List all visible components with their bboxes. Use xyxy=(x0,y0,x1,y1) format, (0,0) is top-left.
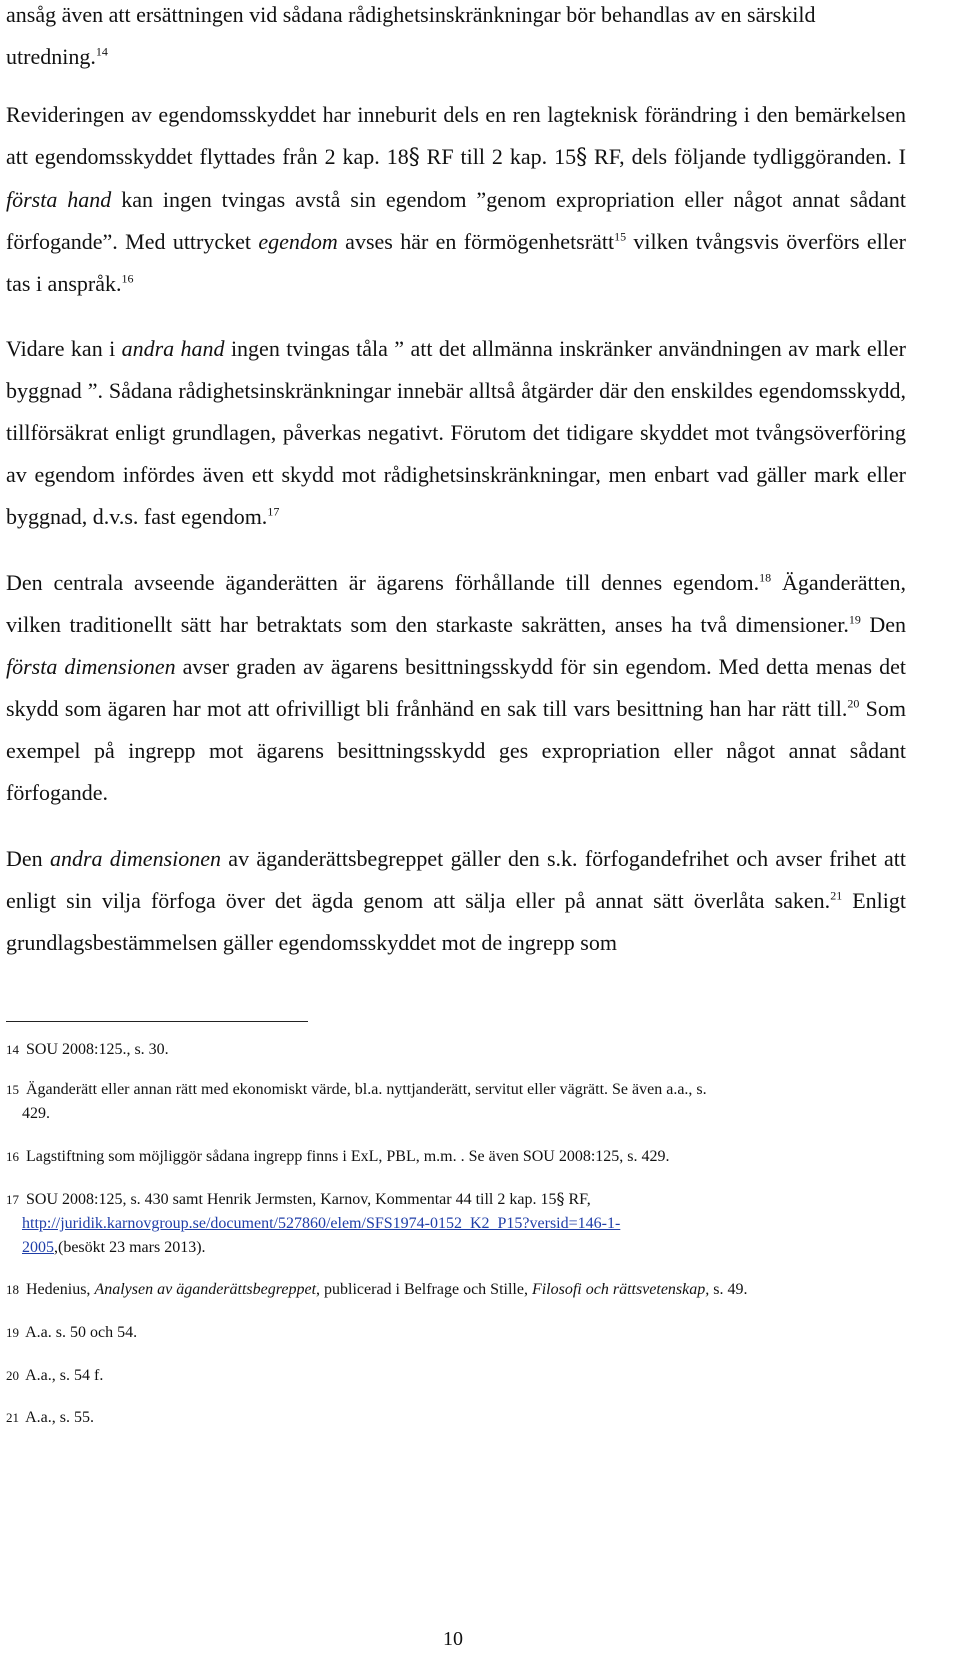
footnote-ref[interactable]: 18 xyxy=(759,570,772,585)
footnote-text: Lagstiftning som möjliggör sådana ingrepp finns i ExL, PBL, m.m. . Se även SOU 2008:125, s. 429. xyxy=(26,1148,670,1165)
emphasis: Analysen av äganderättsbegreppet xyxy=(94,1281,317,1298)
footnote-text: A.a., s. 54 f. xyxy=(25,1367,104,1384)
footnote-17 xyxy=(6,1187,906,1260)
footnote-text: SOU 2008:125., s. 30. xyxy=(26,1041,169,1058)
footnote-ref[interactable]: 15 xyxy=(614,229,627,244)
text: vilken tvångsvis överförs eller tas i anspråk. xyxy=(6,229,906,296)
footnote-text: Hedenius, xyxy=(26,1281,95,1298)
text: ingen tvingas tåla ” att det allmänna inskränker användningen av mark eller byggnad ”. Sådana rådighetsinskränkningar innebär alltså åtgärder där den enskildes egendomsskydd, tillförsäkrat enligt grundlagen, påverkas negativt. Förutom det tidigare skyddet mot tvångsöverföring av egendom infördes även ett skydd mot rådighetsinskränkningar, men enbart vad gäller mark eller byggnad, d.v.s. fast egendom. xyxy=(6,336,906,529)
section-sign: § xyxy=(408,145,420,170)
footnote-text: A.a. s. 50 och 54. xyxy=(25,1324,138,1341)
footnote-16 xyxy=(6,1145,906,1169)
page-number: 10 xyxy=(443,1628,463,1650)
text: Revideringen av egendomsskyddet har inneburit dels en ren lagteknisk förändring i den bemärkelsen att egendomsskyddet flyttades från 2 kap. 18 xyxy=(6,102,906,169)
footnote-number: 15 xyxy=(6,1082,19,1097)
text: av äganderättsbegreppet gäller den s.k. förfogandefrihet och avser frihet att enligt sin vilja förfoga över det ägda genom att sälja eller på annat sätt överlåta saken. xyxy=(6,846,906,913)
footnote-ref[interactable]: 19 xyxy=(848,612,861,627)
footnote-link[interactable]: http://juridik.karnovgroup.se/document/527860/elem/SFS1974-0152_K2_P15?versid=146-1- xyxy=(22,1215,621,1232)
footnote-ref[interactable]: 14 xyxy=(95,44,108,59)
text: Den xyxy=(860,612,906,637)
text: avser graden av ägarens besittningsskydd för sin egendom. Med detta menas det skydd som ägaren har mot att ofrivilligt bli frånhänd en sak till vars besittning han har rätt till. xyxy=(6,654,906,721)
paragraph-1 xyxy=(6,0,906,78)
emphasis: andra dimensionen xyxy=(49,846,222,871)
paragraph-4 xyxy=(6,562,906,814)
emphasis: första dimensionen xyxy=(6,654,176,679)
section-sign: § xyxy=(556,1189,565,1208)
footnote-ref[interactable]: 16 xyxy=(121,271,134,286)
text: RF till 2 kap. 15 xyxy=(419,144,577,169)
paragraph-3 xyxy=(6,328,906,538)
text: kan ingen tvingas avstå sin egendom ”genom expropriation eller något annat sådant förfogande”. Med uttrycket xyxy=(6,187,906,254)
footnote-ref[interactable]: 20 xyxy=(847,696,860,711)
footnote-number: 18 xyxy=(6,1282,19,1297)
footnote-text: RF, xyxy=(564,1191,591,1208)
footnote-15 xyxy=(6,1078,906,1126)
footnote-18 xyxy=(6,1278,906,1302)
footnote-text: SOU 2008:125, s. 430 samt Henrik Jermsten, Karnov, Kommentar 44 till 2 kap. 15 xyxy=(26,1191,557,1208)
footnote-ref[interactable]: 21 xyxy=(830,888,843,903)
footnote-number: 17 xyxy=(6,1192,19,1207)
footnote-text: ,(besökt 23 mars 2013). xyxy=(54,1239,206,1256)
footnote-link[interactable]: 2005 xyxy=(22,1239,54,1256)
text: ansåg även att ersättningen vid sådana rådighetsinskränkningar bör behandlas av en särskild xyxy=(6,2,816,27)
footnote-21 xyxy=(6,1406,906,1430)
footnote-number: 19 xyxy=(6,1325,19,1340)
footnote-number: 16 xyxy=(6,1149,19,1164)
emphasis: Filosofi och rättsvetenskap, xyxy=(531,1281,710,1298)
section-sign: § xyxy=(576,145,588,170)
footnote-19 xyxy=(6,1321,906,1345)
footnote-number: 14 xyxy=(6,1042,19,1057)
paragraph-5 xyxy=(6,838,906,964)
footnote-divider xyxy=(6,1021,308,1022)
text: Den xyxy=(6,846,50,871)
text: Vidare kan i xyxy=(6,336,122,361)
footnote-number: 20 xyxy=(6,1368,19,1383)
emphasis: egendom xyxy=(258,229,338,254)
footnote-14 xyxy=(6,1038,906,1062)
text: utredning. xyxy=(6,44,96,69)
footnote-text: 429. xyxy=(22,1105,50,1122)
text: Den centrala avseende äganderätten är ägarens förhållande till dennes egendom. xyxy=(6,570,760,595)
text: Enligt grundlagsbestämmelsen gäller egendomsskyddet mot de ingrepp som xyxy=(6,888,906,955)
text: Äganderätten, vilken traditionellt sätt har betraktats som den starkaste sakrätten, anses ha två dimensioner. xyxy=(6,570,906,637)
text: avses här en förmögenhetsrätt xyxy=(337,229,615,254)
footnote-ref[interactable]: 17 xyxy=(267,504,280,519)
text: Som exempel på ingrepp mot ägarens besittningsskydd ges expropriation eller något annat sådant förfogande. xyxy=(6,696,906,805)
emphasis: andra hand xyxy=(121,336,225,361)
text: RF, dels följande tydliggöranden. I xyxy=(587,144,906,169)
paragraph-2 xyxy=(6,94,906,305)
footnote-text: s. 49. xyxy=(709,1281,748,1298)
emphasis: första hand xyxy=(6,187,112,212)
footnote-text: , publicerad i Belfrage och Stille, xyxy=(316,1281,532,1298)
footnote-text: A.a., s. 55. xyxy=(25,1409,95,1426)
footnote-text: Äganderätt eller annan rätt med ekonomiskt värde, bl.a. nyttjanderätt, servitut eller vägrätt. Se även a.a., s. xyxy=(26,1081,707,1098)
footnote-number: 21 xyxy=(6,1410,19,1425)
footnote-20 xyxy=(6,1364,906,1388)
